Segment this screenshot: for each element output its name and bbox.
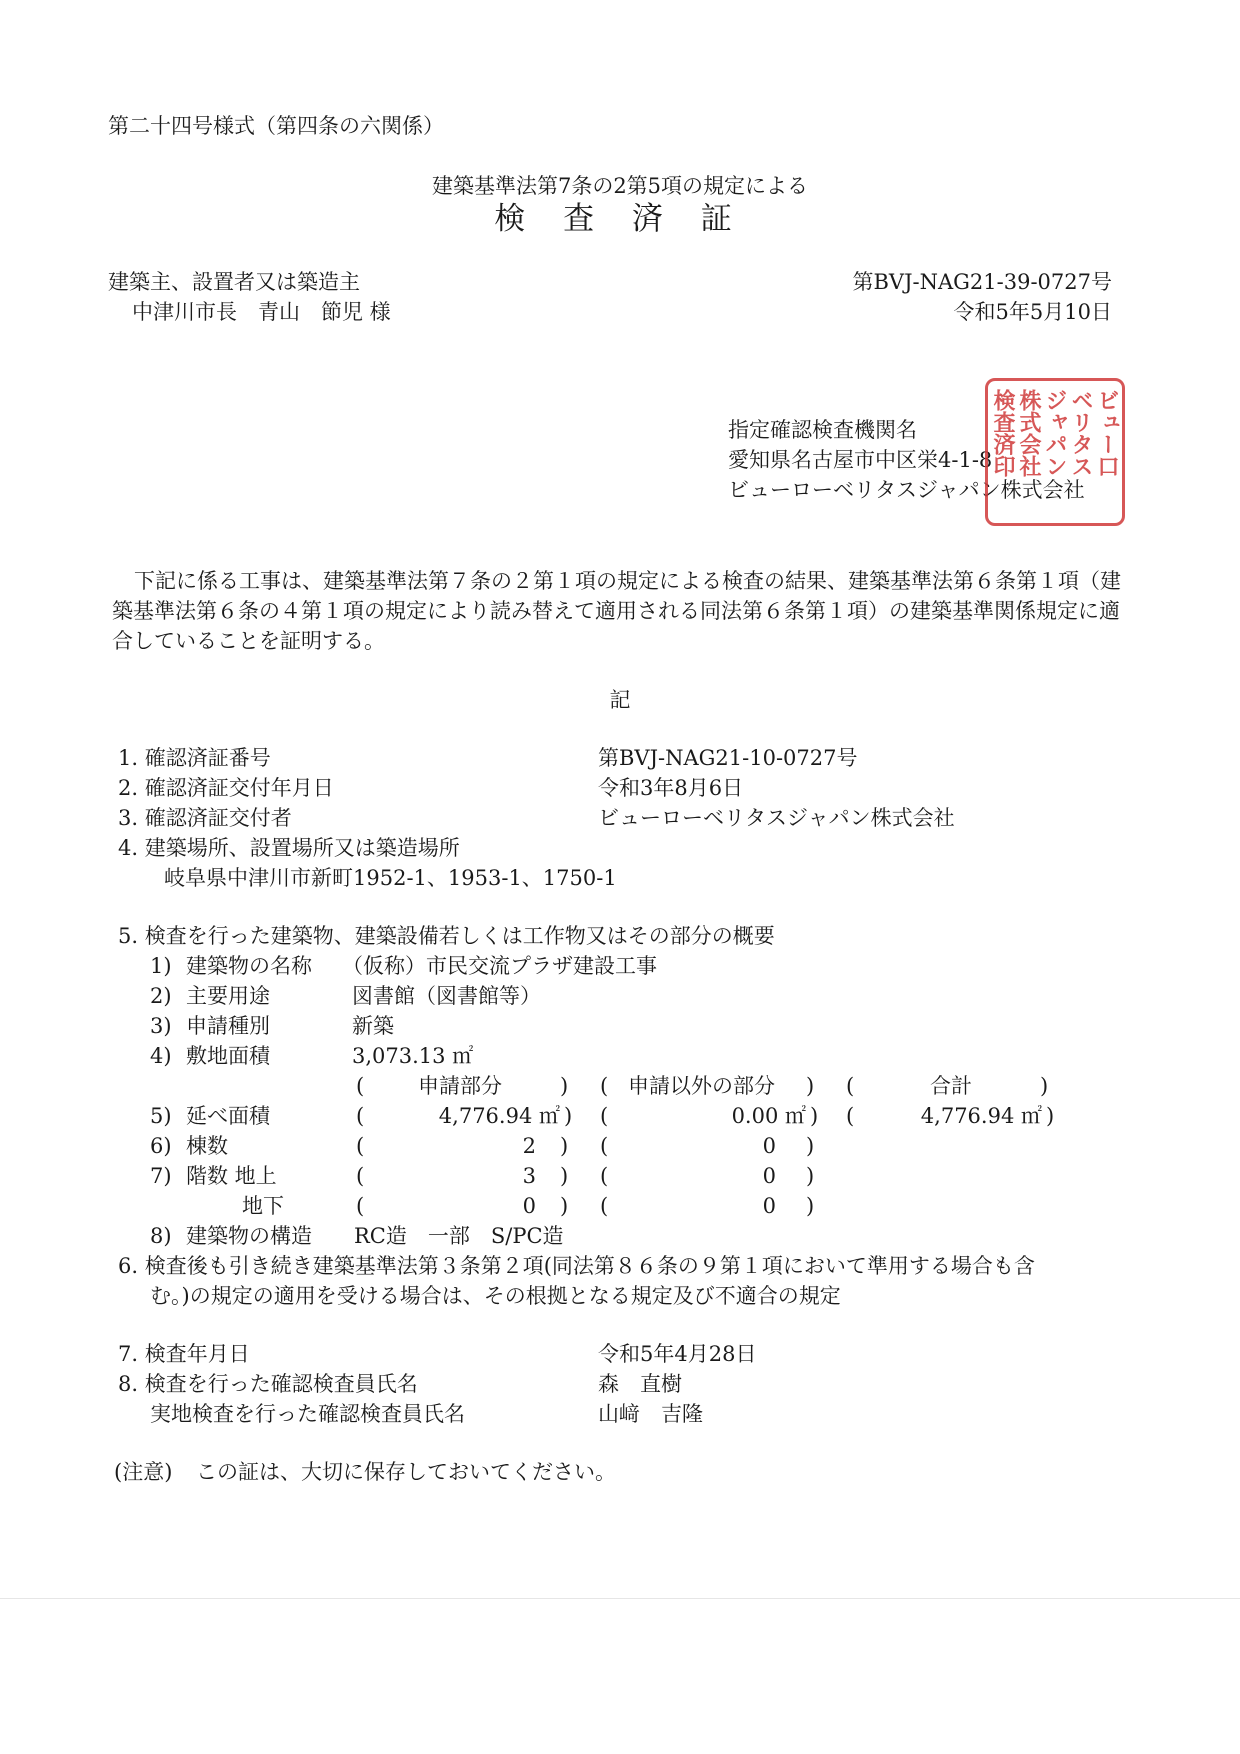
item-8-value-2: 山﨑 吉隆: [598, 1402, 703, 1426]
company-seal: [985, 378, 1125, 526]
sub-7-label: 階数 地上: [186, 1164, 277, 1188]
sub-4-num: 4): [150, 1044, 172, 1068]
sub-5-other: 0.00 ㎡: [731, 1104, 806, 1128]
sub-2-label: 主要用途: [186, 984, 270, 1008]
item-3-value: ビューローベリタスジャパン株式会社: [598, 806, 955, 830]
sub-3-value: 新築: [352, 1014, 394, 1038]
paren-open: (: [600, 1074, 609, 1098]
paren-open: (: [600, 1104, 609, 1128]
paren-close: ): [560, 1074, 569, 1098]
item-5-label: 5. 検査を行った建築物、建築設備若しくは工作物又はその部分の概要: [118, 924, 775, 948]
paren-open: (: [356, 1074, 365, 1098]
sub-1-value: （仮称）市民交流プラザ建設工事: [342, 954, 657, 978]
header-other: 申請以外の部分: [628, 1074, 775, 1098]
agency-label: 指定確認検査機関名: [728, 418, 917, 442]
sub-8-num: 8): [150, 1224, 172, 1248]
paren-close: ): [1040, 1074, 1049, 1098]
ki-heading: 記: [609, 688, 631, 712]
sub-5-num: 5): [150, 1104, 172, 1128]
paren-close: ): [806, 1074, 815, 1098]
seal-text-5: 検査済印: [990, 389, 1016, 477]
sub-5-applied: 4,776.94 ㎡: [438, 1104, 560, 1128]
paren-close: ): [560, 1194, 569, 1218]
paren-open: (: [846, 1104, 855, 1128]
owner-label: 建築主、設置者又は築造主: [108, 270, 360, 294]
sub-7-applied-basement: 0: [522, 1194, 536, 1218]
item-8-label-2: 実地検査を行った確認検査員氏名: [150, 1402, 465, 1426]
note-text: この証は、大切に保存しておいてください。: [196, 1460, 616, 1484]
sub-1-label: 建築物の名称: [186, 954, 312, 978]
paren-open: (: [356, 1104, 365, 1128]
page-divider: [0, 1598, 1240, 1599]
owner-name: 中津川市長 青山 節児 様: [132, 300, 391, 324]
item-7-value: 令和5年4月28日: [598, 1342, 757, 1366]
item-6-line-1: 6. 検査後も引き続き建築基準法第３条第２項(同法第８６条の９第１項において準用する場合も含: [118, 1254, 1035, 1278]
sub-7-other-basement: 0: [762, 1194, 776, 1218]
seal-text-1: ビュー口: [1094, 389, 1120, 477]
note-label: (注意): [114, 1460, 173, 1484]
sub-2-num: 2): [150, 984, 172, 1008]
paren-close: ): [560, 1164, 569, 1188]
sub-7-other: 0: [762, 1164, 776, 1188]
paren-close: ): [806, 1194, 815, 1218]
paren-close: ): [806, 1164, 815, 1188]
sub-8-label: 建築物の構造: [186, 1224, 312, 1248]
seal-text-3: ジャパン: [1042, 389, 1068, 477]
item-8-label: 8. 検査を行った確認検査員氏名: [118, 1372, 418, 1396]
agency-address: 愛知県名古屋市中区栄4-1-8: [728, 448, 993, 472]
document-title: 検 査 済 証: [494, 201, 746, 237]
item-8-value: 森 直樹: [598, 1372, 682, 1396]
sub-4-label: 敷地面積: [186, 1044, 270, 1068]
sub-3-label: 申請種別: [186, 1014, 270, 1038]
item-3-label: 3. 確認済証交付者: [118, 806, 292, 830]
paren-close: ): [560, 1134, 569, 1158]
sub-5-label: 延べ面積: [186, 1104, 270, 1128]
paren-close: ): [806, 1134, 815, 1158]
sub-3-num: 3): [150, 1014, 172, 1038]
item-1-label: 1. 確認済証番号: [118, 746, 271, 770]
paren-open: (: [356, 1194, 365, 1218]
paren-open: (: [600, 1194, 609, 1218]
paren-close: ): [564, 1104, 573, 1128]
paren-open: (: [600, 1134, 609, 1158]
paren-open: (: [846, 1074, 855, 1098]
sub-7-label-basement: 地下: [242, 1194, 284, 1218]
item-6-line-2: む。)の規定の適用を受ける場合は、その根拠となる規定及び不適合の規定: [150, 1284, 841, 1308]
paren-close: ): [810, 1104, 819, 1128]
sub-6-other: 0: [762, 1134, 776, 1158]
item-2-label: 2. 確認済証交付年月日: [118, 776, 334, 800]
sub-6-applied: 2: [522, 1134, 536, 1158]
header-total: 合計: [930, 1074, 972, 1098]
seal-text-4: 株式会社: [1016, 389, 1042, 477]
subtitle: 建築基準法第7条の2第5項の規定による: [431, 174, 809, 198]
certificate-number: 第BVJ-NAG21-39-0727号: [852, 270, 1112, 294]
header-applied: 申請部分: [418, 1074, 502, 1098]
sub-5-total: 4,776.94 ㎡: [920, 1104, 1042, 1128]
paren-open: (: [356, 1134, 365, 1158]
item-1-value: 第BVJ-NAG21-10-0727号: [598, 746, 858, 770]
sub-6-num: 6): [150, 1134, 172, 1158]
sub-8-value: RC造 一部 S/PC造: [354, 1224, 564, 1248]
sub-7-num: 7): [150, 1164, 172, 1188]
agency-name: ビューローベリタスジャパン株式会社: [728, 478, 1085, 502]
sub-2-value: 図書館（図書館等）: [352, 984, 541, 1008]
sub-1-num: 1): [150, 954, 172, 978]
paren-open: (: [600, 1164, 609, 1188]
item-4-label: 4. 建築場所、設置場所又は築造場所: [118, 836, 460, 860]
sub-4-value: 3,073.13 ㎡: [352, 1044, 474, 1068]
issue-date: 令和5年5月10日: [953, 300, 1112, 324]
sub-7-applied: 3: [522, 1164, 536, 1188]
seal-text-2: ベリタス: [1068, 389, 1094, 477]
item-4-value: 岐阜県中津川市新町1952-1、1953-1、1750-1: [164, 866, 617, 890]
paren-close: ): [1046, 1104, 1055, 1128]
paren-open: (: [356, 1164, 365, 1188]
sub-6-label: 棟数: [186, 1134, 228, 1158]
item-7-label: 7. 検査年月日: [118, 1342, 250, 1366]
certification-statement: 下記に係る工事は、建築基準法第７条の２第１項の規定による検査の結果、建築基準法第６条第１項（建築基準法第６条の４第１項の規定により読み替えて適用される同法第６条第１項）の建築基準関係規定に適合していることを証明する。: [112, 569, 1121, 653]
item-2-value: 令和3年8月6日: [598, 776, 744, 800]
form-number: 第二十四号様式（第四条の六関係）: [108, 114, 444, 138]
